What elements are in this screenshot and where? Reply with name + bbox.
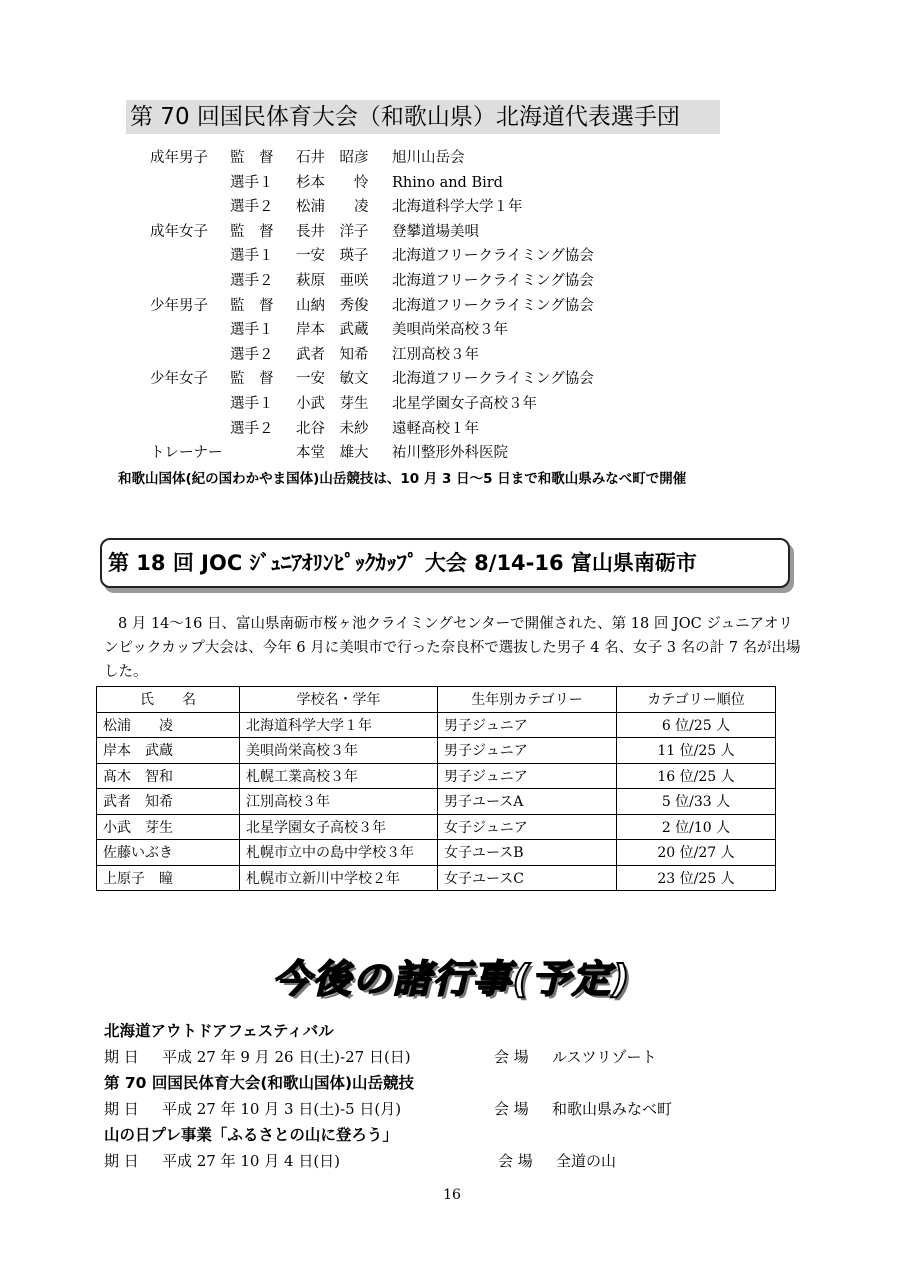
cell-name: 武者 知希 [97,789,240,815]
cell-rank: 6 位/25 人 [617,712,776,738]
table-row [97,840,776,866]
cell-school: 北海道科学大学１年 [240,712,438,738]
cell-rank: 2 位/10 人 [617,814,776,840]
cell-name: 上原子 瞳 [97,865,240,891]
cell-rank: 20 位/27 人 [617,840,776,866]
roster-affiliation: 遠軽高校１年 [392,420,479,437]
roster-category: トレーナー [150,445,223,462]
event-schedule [104,1018,744,1174]
page-number: 16 [443,1187,461,1203]
roster-affiliation: 美唄尚栄高校３年 [392,322,508,339]
roster-role: 選手２ [230,346,274,363]
roster-affiliation: 祐川整形外科医院 [392,445,508,462]
event-date-label: 期 日 [104,1152,139,1170]
event-date: 平成 27 年 10 月 3 日(土)-5 日(月) [162,1100,402,1118]
cell-school: 北星学園女子高校３年 [240,814,438,840]
cell-category: 男子ジュニア [438,738,617,764]
cell-rank: 23 位/25 人 [617,865,776,891]
table-row [97,738,776,764]
roster-role: 選手１ [230,322,274,339]
roster-role: 選手２ [230,420,274,437]
roster-name: 萩原 亜咲 [296,272,369,289]
column-header: 氏 名 [97,687,240,713]
cell-school: 札幌工業高校３年 [240,763,438,789]
roster-affiliation: 北海道科学大学１年 [392,199,523,216]
roster-affiliation: 旭川山岳会 [392,150,465,166]
column-header: カテゴリー順位 [617,687,776,713]
roster-affiliation: 江別高校３年 [392,346,479,363]
roster-name: 杉本 怜 [296,174,369,191]
roster-role: 監 督 [230,223,274,240]
roster-category: 少年女子 [150,371,208,388]
cell-name: 髙木 智和 [97,763,240,789]
event-venue: 和歌山県みなべ町 [552,1100,673,1118]
roster-category: 少年男子 [150,297,208,314]
roster-role: 選手１ [230,395,274,412]
roster-category: 成年女子 [150,223,208,240]
cell-rank: 5 位/33 人 [617,789,776,815]
event-date-label: 期 日 [104,1100,139,1118]
cell-school: 札幌市立中の島中学校３年 [240,840,438,866]
roster-name: 小武 芽生 [296,395,369,412]
event-venue: ルスツリゾート [552,1048,657,1066]
roster-role: 監 督 [230,150,274,166]
cell-rank: 16 位/25 人 [617,763,776,789]
roster-affiliation: 北海道フリークライミング協会 [392,297,594,314]
festival-note: 和歌山国体(紀の国わかやま国体)山岳競技は、10 月 3 日～5 日まで和歌山県みなべ町で開催 [118,471,687,487]
cell-category: 女子ユースB [438,840,617,866]
roster-name: 長井 洋子 [296,223,369,240]
joc-cup-intro: 8 月 14～16 日、富山県南砺市桜ヶ池クライミングセンターで開催された、第 18 回 JOC ジュニアオリンピックカップ大会は、今年 6 月に美唄市で行った奈良杯で選抜した男子 4 名、女子 3 名の計 7 名が出場した。 [104,616,801,680]
event-venue-label: 会 場 [494,1048,529,1066]
roster-affiliation: Rhino and Bird [392,174,503,191]
cell-name: 小武 芽生 [97,814,240,840]
roster-role: 選手２ [230,272,274,289]
cell-category: 男子ジュニア [438,763,617,789]
column-header: 学校名・学年 [240,687,438,713]
roster-affiliation: 登攀道場美唄 [392,223,479,240]
event-detail-line [104,1148,744,1174]
roster-name: 松浦 凌 [296,199,369,216]
table-header-row [97,687,776,713]
event-name: 北海道アウトドアフェスティバル [104,1022,334,1040]
cell-name: 岸本 武蔵 [97,738,240,764]
event-detail-line [104,1044,744,1070]
event-date-label: 期 日 [104,1048,139,1066]
roster-affiliation: 北海道フリークライミング協会 [392,272,594,289]
cell-school: 札幌市立新川中学校２年 [240,865,438,891]
event-detail-line [104,1096,744,1122]
roster-role: 選手２ [230,199,274,216]
roster-name: 一安 瑛子 [296,248,369,265]
event-name: 第 70 回国民体育大会(和歌山国体)山岳競技 [104,1074,415,1092]
table-row [97,865,776,891]
cell-category: 女子ジュニア [438,814,617,840]
roster-name: 本堂 雄大 [296,445,369,462]
column-header: 生年別カテゴリー [438,687,617,713]
cell-category: 男子ジュニア [438,712,617,738]
cell-name: 佐藤いぶき [97,840,240,866]
event-date: 平成 27 年 9 月 26 日(土)-27 日(日) [162,1048,411,1066]
roster-role: 選手１ [230,248,274,265]
table-row [97,763,776,789]
roster-name: 岸本 武蔵 [296,322,369,339]
table-row [97,789,776,815]
event-name: 山の日プレ事業「ふるさとの山に登ろう」 [104,1126,398,1144]
cell-rank: 11 位/25 人 [617,738,776,764]
table-row [97,814,776,840]
roster-category: 成年男子 [150,150,208,166]
roster-name: 石井 昭彦 [296,150,369,166]
cell-school: 美唄尚栄高校３年 [240,738,438,764]
roster-role: 監 督 [230,371,274,388]
roster-affiliation: 北星学園女子高校３年 [392,395,537,412]
cell-name: 松浦 凌 [97,712,240,738]
roster-role: 選手１ [230,174,274,191]
event-venue: 全道の山 [556,1152,617,1170]
event-venue-label: 会 場 [498,1152,533,1170]
cell-category: 男子ユースA [438,789,617,815]
table-row [97,712,776,738]
upcoming-events-title: 今後の諸行事(予定) [272,957,632,1001]
roster-name: 山納 秀俊 [296,297,369,314]
roster-name: 武者 知希 [296,346,369,363]
roster-name: 一安 敏文 [296,371,369,388]
roster-affiliation: 北海道フリークライミング協会 [392,248,594,265]
results-table [96,686,776,891]
roster-affiliation: 北海道フリークライミング協会 [392,371,594,388]
roster-name: 北谷 未紗 [296,420,369,437]
event-venue-label: 会 場 [494,1100,529,1118]
joc-cup-title: 第 18 回 JOC ｼﾞｭﾆｱｵﾘﾝﾋﾟｯｸｶｯﾌﾟ 大会 8/14-16 富山県南砺市 [100,538,790,588]
cell-category: 女子ユースC [438,865,617,891]
national-sports-festival-title: 第 70 回国民体育大会（和歌山県）北海道代表選手団 [126,100,720,134]
event-date: 平成 27 年 10 月 4 日(日) [162,1152,341,1170]
roster-role: 監 督 [230,297,274,314]
cell-school: 江別高校３年 [240,789,438,815]
